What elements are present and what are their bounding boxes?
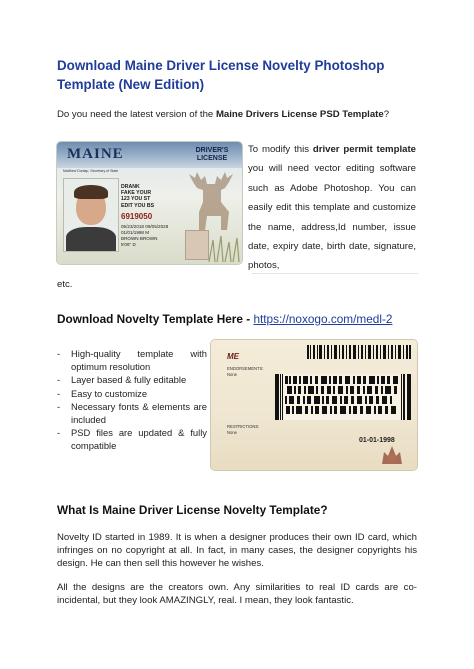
feature-item: - Easy to customize — [57, 387, 207, 400]
editing-paragraph — [248, 140, 416, 276]
editing-bold: driver permit template — [312, 144, 416, 155]
license-name-line: FAKE YOUR — [121, 190, 152, 197]
feature-item: - Necessary fonts & elements are included — [57, 400, 207, 426]
divider — [252, 273, 418, 274]
license-name-line: 123 YOU ST — [121, 196, 151, 203]
license-number: 6919050 — [121, 212, 153, 221]
license-name-line: EDIT YOU BS — [121, 202, 155, 209]
restrictions-value: None — [227, 430, 238, 435]
license-name-block — [121, 184, 154, 209]
license-field-row: BROWN BROWN — [121, 236, 158, 241]
license-field-row: 01/01/1998 M — [121, 230, 150, 235]
editing-text-2: you will need vector editing software such as Adobe Photoshop. You can easily edit this template and customize the name, address,Id number, issue date, expiry date, birth date, signature, photos, — [248, 163, 416, 272]
intro-paragraph — [57, 108, 417, 121]
license-fields — [121, 224, 168, 248]
linear-barcode — [307, 345, 411, 359]
page-title: Download Maine Driver License Novelty Photoshop Template (New Edition) — [57, 58, 385, 92]
license-field-row: 5'06" D — [121, 242, 136, 247]
license-state: MAINE — [67, 146, 124, 162]
download-label: Download Novelty Template Here - — [57, 312, 254, 326]
feature-item: - High-quality template with optimum resolution — [57, 347, 207, 373]
restrictions-block — [227, 424, 259, 436]
body-paragraph-1: Novelty ID started in 1989. It is when a designer produces their own ID card, which infringes on no copyright at all. In fact, in many cases, the designer copyrights his design. He can then sell this however he wishes. — [57, 532, 417, 570]
feature-item: - Layer based & fully editable — [57, 373, 207, 386]
restrictions-label: RESTRICTIONS: — [227, 424, 260, 429]
editing-etc: etc. — [57, 279, 73, 290]
license-back-image — [211, 340, 417, 470]
feature-item: - PSD files are updated & fully compatible — [57, 426, 207, 452]
body-paragraph-2: All the designs are the creators own. Any similarities to real ID cards are co-incidental, but they look AMAZINGLY, real. I mean, they look fantastic. — [57, 582, 417, 607]
license-field-row: 05/23/2018 09/05/2028 — [121, 224, 169, 229]
features-list — [57, 347, 207, 453]
section-heading: What Is Maine Driver License Novelty Template? — [57, 503, 328, 517]
portrait-hair — [74, 185, 108, 199]
endorsements-block — [227, 366, 264, 378]
editing-text-1: To modify this — [248, 144, 313, 155]
grass-graphic — [207, 232, 241, 262]
download-heading — [57, 312, 417, 326]
endorsements-value: None — [227, 372, 238, 377]
license-back-date: 01-01-1998 — [359, 437, 395, 444]
download-link[interactable]: https://noxogo.com/medl-2 — [253, 312, 393, 326]
intro-prefix: Do you need the latest version of the — [57, 109, 216, 120]
license-back-state: ME — [227, 352, 239, 361]
portrait-shirt — [66, 227, 116, 252]
license-name-line: DRANK — [121, 184, 140, 190]
state-seal-icon — [379, 444, 405, 466]
endorsements-label: ENDORSEMENTS: — [227, 366, 264, 371]
intro-bold: Maine Drivers License PSD Template — [215, 109, 384, 120]
intro-suffix: ? — [383, 109, 390, 120]
license-portrait-photo — [63, 178, 119, 252]
license-doc-type: DRIVER'S LICENSE — [195, 147, 229, 162]
license-office: Matthew Dunlap, Secretary of State — [63, 169, 119, 173]
pdf417-barcode — [275, 374, 411, 420]
license-ghost-photo — [185, 230, 209, 260]
moose-graphic — [185, 172, 237, 232]
license-front-image — [57, 142, 242, 264]
